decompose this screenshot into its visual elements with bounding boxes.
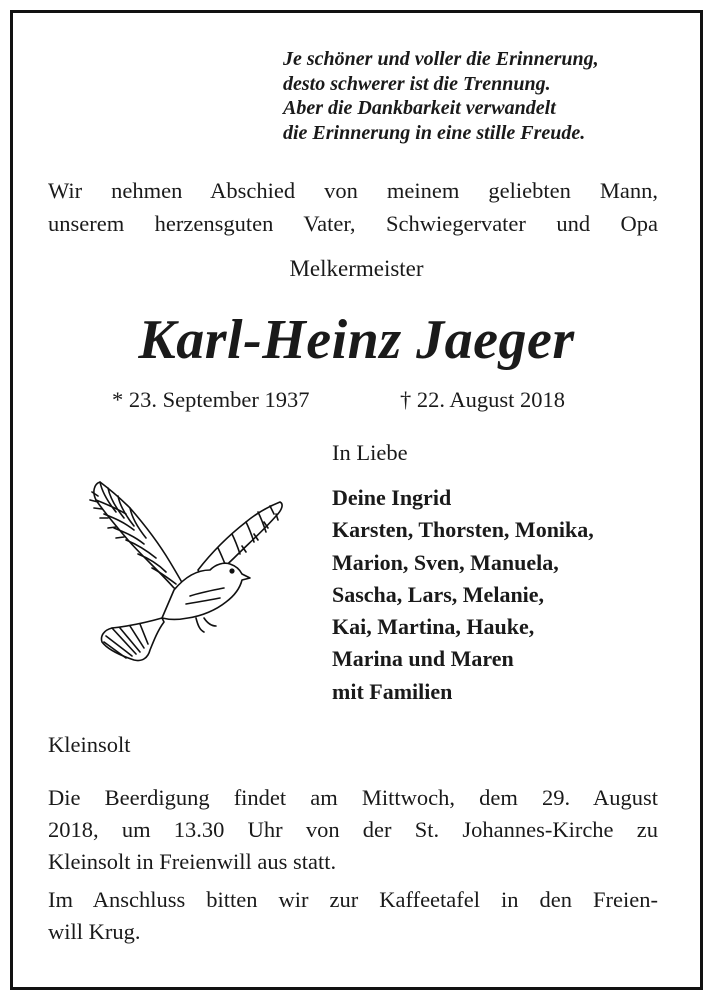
funeral-line: 2018, um 13.30 Uhr von der St. Johannes-Kirche zu — [48, 817, 658, 842]
quote-line: Aber die Dankbarkeit verwandelt — [283, 97, 556, 119]
quote-line: Je schöner und voller die Erinnerung, — [283, 48, 599, 70]
mourner-line: Karsten, Thorsten, Monika, — [332, 517, 594, 543]
coffee-line: Im Anschluss bitten wir zur Kaffeetafel in den Freien- — [48, 887, 658, 912]
coffee-info — [48, 884, 658, 948]
funeral-line: Die Beerdigung findet am Mittwoch, dem 29. August — [48, 785, 658, 810]
mourner-line: Sascha, Lars, Melanie, — [332, 581, 545, 607]
occupation: Melkermeister — [289, 256, 424, 281]
in-love-text: In Liebe — [332, 440, 408, 465]
mourners-list — [332, 482, 594, 708]
mourner-line: Marion, Sven, Manuela, — [332, 549, 559, 575]
intro-text — [48, 174, 658, 240]
death-date: † 22. August 2018 — [400, 387, 566, 412]
mourner-line: mit Familien — [332, 678, 453, 704]
birth-date: * 23. September 1937 — [112, 387, 310, 412]
mourner-line: Deine Ingrid — [332, 485, 452, 510]
deceased-name: Karl-Heinz Jaeger — [138, 309, 575, 371]
intro-line: Wir nehmen Abschied von meinem geliebten Mann, — [48, 178, 658, 203]
dove-icon — [78, 478, 288, 670]
coffee-line: will Krug. — [48, 919, 141, 944]
quote-line: die Erinnerung in eine stille Freude. — [283, 121, 586, 144]
memorial-quote — [283, 47, 599, 145]
mourner-line: Marina und Maren — [332, 646, 514, 672]
funeral-line: Kleinsolt in Freienwill aus statt. — [48, 849, 337, 874]
intro-line: unserem herzensguten Vater, Schwiegervater und Opa — [48, 211, 658, 236]
place-name: Kleinsolt — [48, 732, 131, 757]
mourner-line: Kai, Martina, Hauke, — [332, 614, 535, 640]
quote-line: desto schwerer ist die Trennung. — [283, 72, 551, 95]
funeral-info — [48, 782, 658, 878]
